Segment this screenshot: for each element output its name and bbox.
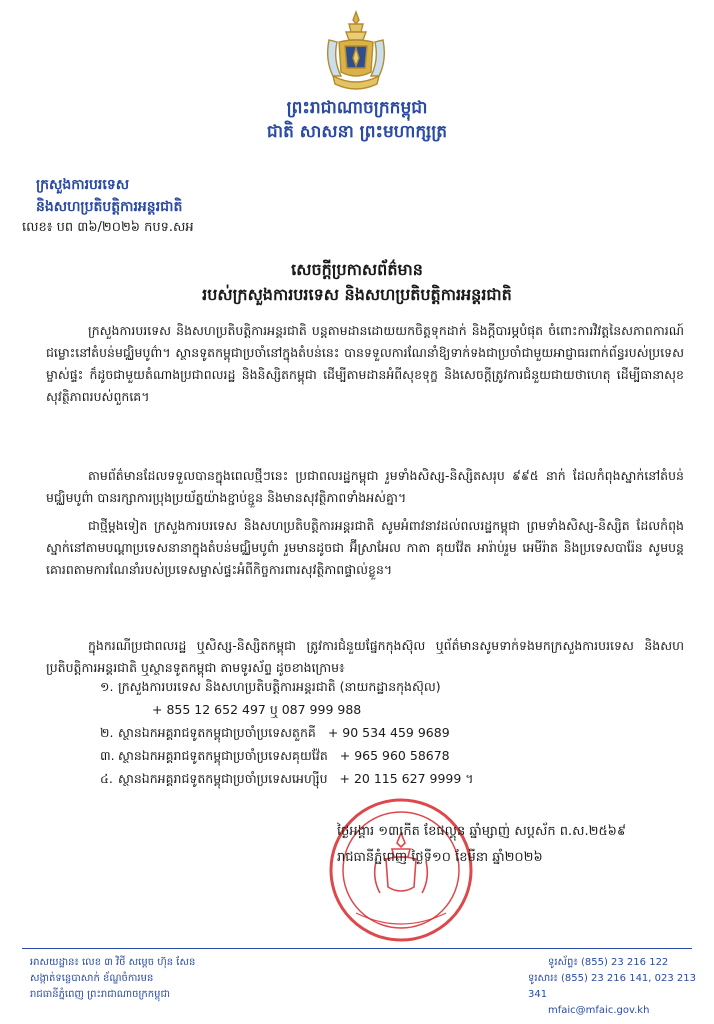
document-subtitle: របស់ក្រសួងការបរទេស និងសហប្រតិបត្តិការអន្តរជាតិ: [202, 285, 512, 304]
paragraph-3-text: ជាថ្មីម្តងទៀត ក្រសួងការបរទេស និងសហប្រតិបត្តិការអន្តរជាតិ សូមអំពាវនាវដល់ពលរដ្ឋកម្ពុជា ព្រមទាំងសិស្ស-និស្សិត ដែលកំពុងស្នាក់នៅតាមបណ្តាប្រទេសនានាក្នុងតំបន់មជ្ឈិមបូព៌ា រួមមានដូចជា អ៊ីស្រាអែល កាតា គុយវ៉ែត អារ៉ាប់រួម អេមីរ៉ាត និងប្រទេសបារ៉ែន សូមបន្តគោរពតាមការណែនាំរបស់ប្រទេសម្ចាស់ផ្ទះអំពីកិច្ចការពារសុវត្ថិភាពផ្ទាល់ខ្លួន។: [46, 518, 684, 577]
footer-telephone: ទូរស័ព្ទ៖ (855) 23 216 122: [548, 957, 669, 968]
ministry-name-line1: ក្រសួងការបរទេស: [36, 177, 130, 193]
contact-item: [100, 744, 700, 767]
lunar-date: ថ្ងៃអង្គារ ១៣កើត ខែផល្គុន ឆ្នាំម្សាញ់ សប្តស័ក ព.ស.២៥៦៩: [337, 824, 627, 839]
contact-item: [100, 721, 700, 744]
contact-number: ៣.: [100, 748, 115, 763]
contact-phone: + 855 12 652 497 ឬ 087 999 988: [152, 702, 362, 717]
contact-item: [100, 698, 700, 721]
ministry-name-line2: និងសហប្រតិបត្តិការអន្តរជាតិ: [36, 199, 183, 215]
paragraph-3: [46, 515, 684, 581]
contact-number: ៤.: [100, 771, 113, 786]
footer-address-line1: អាសយដ្ឋាន៖ លេខ ៣ វិថី សម្តេច ហ៊ុន សែន: [30, 957, 196, 968]
contact-name: ស្ថានឯកអគ្គរាជទូតកម្ពុជាប្រចាំប្រទេសតួកគី: [117, 725, 316, 740]
contact-phone: + 20 115 627 9999 ។: [339, 771, 474, 786]
contact-number: ២.: [100, 725, 114, 740]
contact-number: ១.: [100, 679, 114, 694]
kingdom-name: ព្រះរាជាណាចក្រកម្ពុជា: [286, 98, 428, 118]
paragraph-2-text: តាមព័ត៌មានដែលទទួលបានក្នុងពេលថ្មីៗនេះ ប្រជាពលរដ្ឋកម្ពុជា រួមទាំងសិស្ស-និស្សិតសរុប ៩៩៥ នាក់ ដែលកំពុងស្នាក់នៅតំបន់មជ្ឈិមបូព៌ា បានរក្សាការប្រុងប្រយ័ត្នយ៉ាងខ្ជាប់ខ្ជួន និងមានសុវត្ថិភាពទាំងអស់គ្នា។: [46, 468, 684, 505]
footer-email[interactable]: mfaic@mfaic.gov.kh: [548, 1005, 650, 1016]
solar-date: រាជធានីភ្នំពេញ ថ្ងៃទី១០ ខែមីនា ឆ្នាំ២០២៦: [337, 850, 543, 865]
contact-item: [100, 767, 700, 790]
contact-phone: + 90 534 459 9689: [327, 725, 450, 740]
contact-item: [100, 675, 700, 698]
paragraph-4-text: ក្នុងករណីប្រជាពលរដ្ឋ ឬសិស្ស-និស្សិតកម្ពុជា ត្រូវការជំនួយផ្នែកកុងស៊ុល ឬព័ត៌មានសូមទាក់ទងមកក្រសួងការបរទេស និងសហប្រតិបត្តិការអន្តរជាតិ ឬស្ថានទូតកម្ពុជា តាមទូរស័ព្ទ ដូចខាងក្រោម៖: [46, 638, 684, 675]
paragraph-1: [46, 320, 684, 408]
contact-phone: + 965 960 58678: [339, 748, 450, 763]
contact-name: ស្ថានឯកអគ្គរាជទូតកម្ពុជាប្រចាំប្រទេសអេហ្ស៊ីប: [117, 771, 328, 786]
footer-divider: [22, 948, 692, 949]
paragraph-1-text: ក្រសួងការបរទេស និងសហប្រតិបត្តិការអន្តរជាតិ បន្តតាមដានដោយយកចិត្តទុកដាក់ និងក្តីបារម្ភបំផុត ចំពោះការវិវត្តនៃសភាពការណ៍ជម្លោះនៅតំបន់មជ្ឈិមបូព៌ា។ ស្ថានទូតកម្ពុជាប្រចាំនៅក្នុងតំបន់នេះ បានទទួលការណែនាំឱ្យទាក់ទងជាប្រចាំជាមួយអាជ្ញាធរពាក់ព័ន្ធរបស់ប្រទេសម្ចាស់ផ្ទះ ក៏ដូចជាមួយតំណាងប្រជាពលរដ្ឋ និងនិស្សិតកម្ពុជា ដើម្បីតាមដានអំពីសុខទុក្ខ និងសេចក្តីត្រូវការជំនួយជាយថាហេតុ ដើម្បីធានាសុខសុវត្ថិភាពរបស់ពួកគេ។: [46, 323, 684, 404]
contact-list: [100, 675, 700, 790]
paragraph-4: [46, 635, 684, 679]
footer-address-line2: សង្កាត់ទន្លេបាសាក់ ខ័ណ្ឌចំការមន: [30, 973, 154, 984]
contact-name: ក្រសួងការបរទេស និងសហប្រតិបត្តិការអន្តរជាតិ (នាយកដ្ឋានកុងស៊ុល): [117, 679, 441, 694]
contact-name: ស្ថានឯកអគ្គរាជទូតកម្ពុជាប្រចាំប្រទេសគុយវ៉ែត: [117, 748, 328, 763]
royal-emblem-icon: [319, 10, 393, 96]
footer-fax: ទូរសារ៖ (855) 23 216 141, 023 213 341: [528, 973, 696, 1000]
paragraph-2: [46, 465, 684, 509]
date-block: [337, 819, 626, 871]
national-motto: ជាតិ សាសនា ព្រះមហាក្សត្រ: [266, 122, 448, 142]
reference-number: លេខ៖ បព ៣៦/២០២៦ កបទ.សអ: [22, 220, 194, 235]
footer-address-line3: រាជធានីភ្នំពេញ ព្រះរាជាណាចក្រកម្ពុជា: [30, 989, 170, 1000]
document-title: សេចក្តីប្រកាសព័ត៌មាន: [291, 260, 423, 279]
